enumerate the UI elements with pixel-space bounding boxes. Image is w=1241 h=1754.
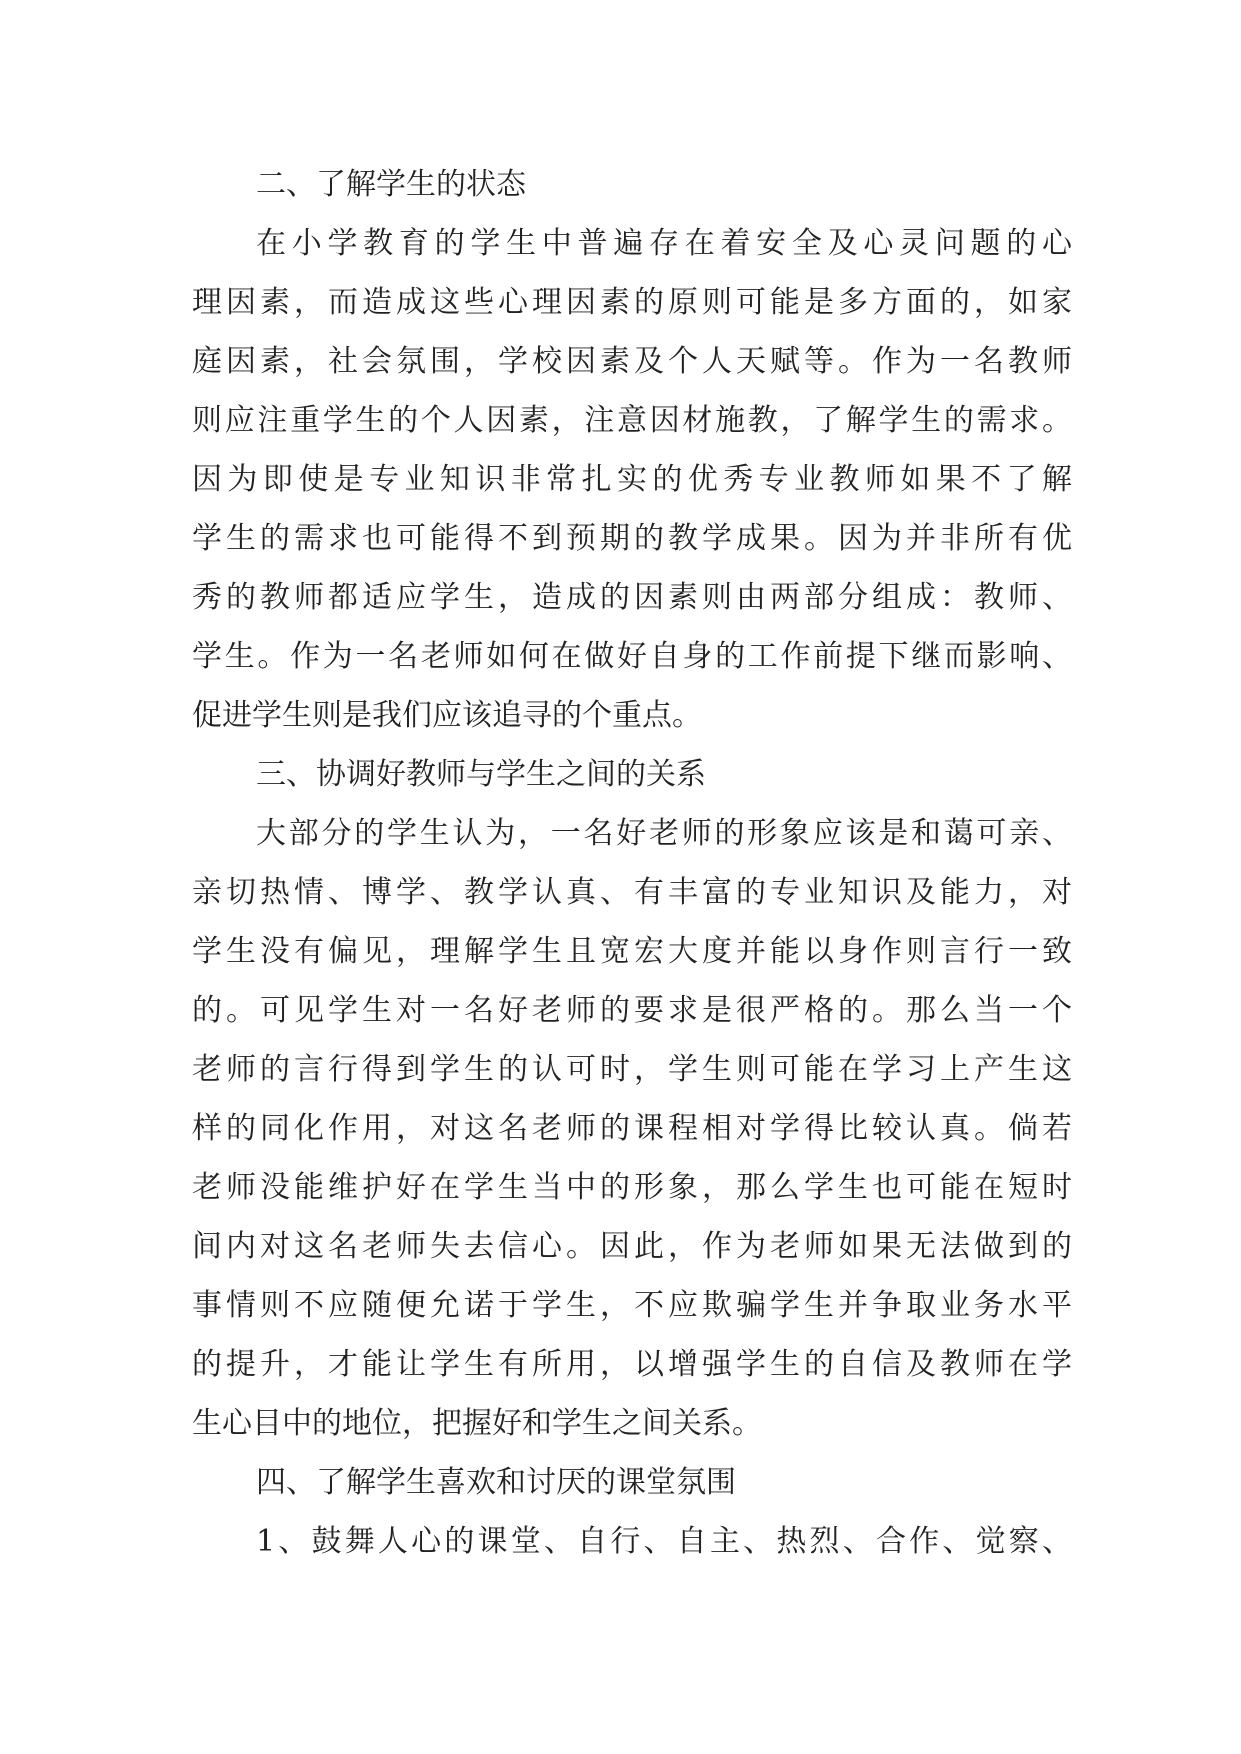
paragraph-line: 促进学生则是我们应该追寻的个重点。 bbox=[192, 698, 702, 733]
paragraph-line: 学生。作为一名老师如何在做好自身的工作前提下继而影响、 bbox=[192, 639, 1072, 674]
section-heading-4: 四、了解学生喜欢和讨厌的课堂氛围 bbox=[256, 1465, 736, 1500]
paragraph-line: 则应注重学生的个人因素，注意因材施教，了解学生的需求。 bbox=[192, 403, 1072, 438]
paragraph-line: 庭因素，社会氛围，学校因素及个人天赋等。作为一名教师 bbox=[192, 344, 1072, 379]
paragraph-line: 理因素，而造成这些心理因素的原则可能是多方面的，如家 bbox=[192, 285, 1072, 320]
paragraph-line: 生心目中的地位，把握好和学生之间关系。 bbox=[192, 1406, 762, 1441]
paragraph-line: 样的同化作用，对这名老师的课程相对学得比较认真。倘若 bbox=[192, 1111, 1072, 1146]
paragraph-line: 在小学教育的学生中普遍存在着安全及心灵问题的心 bbox=[256, 226, 1072, 261]
paragraph-line: 秀的教师都适应学生，造成的因素则由两部分组成：教师、 bbox=[192, 580, 1072, 615]
paragraph-line: 的提升，才能让学生有所用，以增强学生的自信及教师在学 bbox=[192, 1347, 1072, 1382]
paragraph-line: 亲切热情、博学、教学认真、有丰富的专业知识及能力，对 bbox=[192, 875, 1072, 910]
section-heading-3: 三、协调好教师与学生之间的关系 bbox=[256, 757, 706, 792]
paragraph-line: 因为即使是专业知识非常扎实的优秀专业教师如果不了解 bbox=[192, 462, 1072, 497]
paragraph-line: 间内对这名老师失去信心。因此，作为老师如果无法做到的 bbox=[192, 1229, 1072, 1264]
paragraph-line: 老师的言行得到学生的认可时，学生则可能在学习上产生这 bbox=[192, 1052, 1072, 1087]
paragraph-line: 学生的需求也可能得不到预期的教学成果。因为并非所有优 bbox=[192, 521, 1072, 556]
paragraph-line: 的。可见学生对一名好老师的要求是很严格的。那么当一个 bbox=[192, 993, 1072, 1028]
paragraph-line: 老师没能维护好在学生当中的形象，那么学生也可能在短时 bbox=[192, 1170, 1072, 1205]
section-heading-2: 二、了解学生的状态 bbox=[256, 167, 526, 202]
paragraph-line: 大部分的学生认为，一名好老师的形象应该是和蔼可亲、 bbox=[256, 816, 1072, 851]
paragraph-line: 学生没有偏见，理解学生且宽宏大度并能以身作则言行一致 bbox=[192, 934, 1072, 969]
list-item-line: 1、鼓舞人心的课堂、自行、自主、热烈、合作、觉察、 bbox=[256, 1524, 1072, 1559]
paragraph-line: 事情则不应随便允诺于学生，不应欺骗学生并争取业务水平 bbox=[192, 1288, 1072, 1323]
document-body bbox=[192, 155, 1072, 1571]
